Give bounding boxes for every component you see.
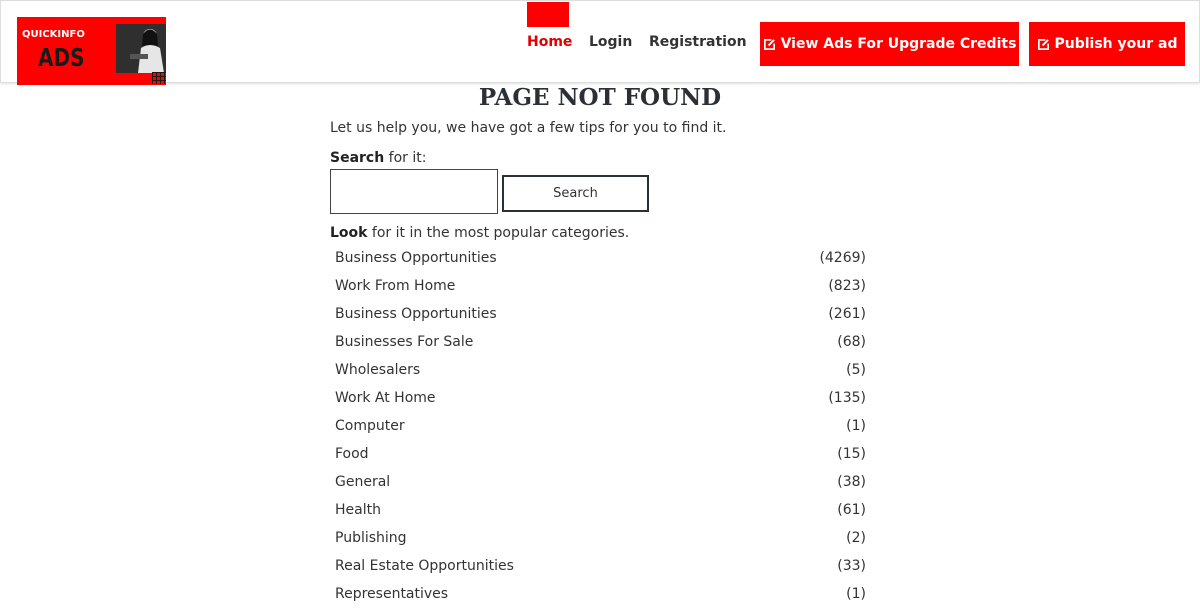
category-count: (4269) (819, 250, 866, 266)
view-ads-button[interactable] (760, 22, 1019, 66)
category-row[interactable] (330, 552, 870, 580)
category-count: (1) (846, 586, 866, 602)
category-row[interactable] (330, 412, 870, 440)
nav-home[interactable]: Home (527, 34, 573, 50)
category-name: Business Opportunities (335, 306, 497, 322)
category-name: Publishing (335, 530, 407, 546)
category-name: Businesses For Sale (335, 334, 474, 350)
category-row[interactable] (330, 384, 870, 412)
category-name: Real Estate Opportunities (335, 558, 514, 574)
category-row[interactable] (330, 468, 870, 496)
nav-login[interactable]: Login (589, 34, 633, 50)
logo-photo (116, 24, 166, 73)
category-name: General (335, 474, 391, 490)
publish-ad-label: Publish your ad (1054, 36, 1178, 52)
category-row[interactable] (330, 580, 870, 608)
active-nav-indicator (527, 2, 569, 27)
category-row[interactable] (330, 244, 870, 272)
search-input[interactable] (330, 169, 498, 214)
person-illustration (116, 24, 166, 73)
category-row[interactable] (330, 440, 870, 468)
search-prompt-bold: Search (330, 150, 385, 166)
page-title: PAGE NOT FOUND (478, 84, 722, 111)
category-name: Wholesalers (335, 362, 421, 378)
edit-icon (1037, 38, 1050, 51)
category-count: (2) (846, 530, 866, 546)
logo-text-top: QUICKINFO (22, 29, 85, 40)
category-count: (15) (837, 446, 866, 462)
category-count: (1) (846, 418, 866, 434)
site-header (0, 0, 1200, 83)
category-name: Work At Home (335, 390, 436, 406)
category-count: (38) (837, 474, 866, 490)
category-count: (261) (828, 306, 866, 322)
category-name: Food (335, 446, 369, 462)
search-button[interactable]: Search (502, 175, 649, 212)
category-row[interactable] (330, 328, 870, 356)
tip-text: Let us help you, we have got a few tips for you to find it. (330, 120, 727, 136)
category-row[interactable] (330, 496, 870, 524)
logo-text-main: ADS (38, 43, 85, 72)
category-name: Work From Home (335, 278, 456, 294)
category-row[interactable] (330, 356, 870, 384)
category-name: Computer (335, 418, 405, 434)
category-count: (33) (837, 558, 866, 574)
look-prompt-bold: Look (330, 225, 368, 241)
logo-grid-pattern (152, 72, 166, 84)
category-row[interactable] (330, 524, 870, 552)
category-count: (823) (828, 278, 866, 294)
edit-icon (763, 38, 776, 51)
look-prompt-rest: for it in the most popular categories. (367, 225, 630, 241)
category-name: Business Opportunities (335, 250, 497, 266)
category-row[interactable] (330, 272, 870, 300)
category-count: (61) (837, 502, 866, 518)
view-ads-label: View Ads For Upgrade Credits (780, 36, 1017, 52)
site-logo[interactable] (17, 17, 166, 85)
publish-ad-button[interactable] (1029, 22, 1185, 66)
look-prompt (330, 225, 629, 241)
category-count: (135) (828, 390, 866, 406)
search-prompt (330, 150, 426, 166)
search-prompt-rest: for it: (384, 150, 427, 166)
category-count: (5) (846, 362, 866, 378)
category-row[interactable] (330, 300, 870, 328)
category-list (330, 244, 870, 608)
nav-registration[interactable]: Registration (649, 34, 747, 50)
category-name: Health (335, 502, 381, 518)
category-count: (68) (837, 334, 866, 350)
category-name: Representatives (335, 586, 449, 602)
